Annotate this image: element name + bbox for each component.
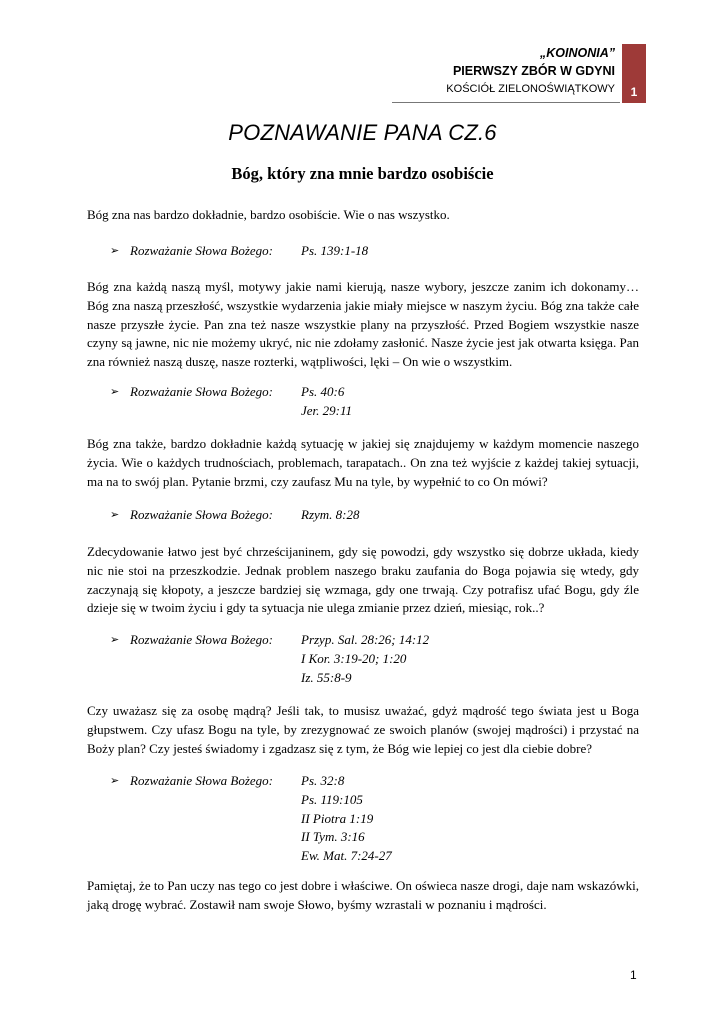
arrow-bullet-icon: ➢	[110, 775, 120, 787]
reference-verses	[301, 631, 429, 687]
verse: II Piotra 1:19	[301, 810, 374, 826]
paragraph: Czy uważasz się za osobę mądrą? Jeśli tak, to musisz uważać, gdyż mądrość tego świata jest u Boga głupstwem. Czy ufasz Bogu na tyle, by zrezygnować ze swoich planów (swojej mądrości) i przystać na Boży plan? Czy jesteś świadomy i zgadzasz się z tym, że Bóg wie lepiej co jest dla ciebie dobre?	[87, 703, 639, 756]
reference-verses	[301, 383, 352, 421]
document-header	[446, 44, 615, 98]
paragraph-intro: Bóg zna nas bardzo dokładnie, bardzo osobiście. Wie o nas wszystko.	[87, 207, 450, 222]
header-koinonia: „KOINONIA”	[540, 46, 615, 60]
verse: Ps. 139:1-18	[301, 243, 369, 258]
verse: Ps. 119:105	[301, 791, 363, 807]
page-title: POZNAWANIE PANA CZ.6	[228, 120, 497, 145]
paragraph: Bóg zna każdą naszą myśl, motywy jakie nami kierują, nasze wybory, jeszcze zanim ich dokonamy… Bóg zna naszą przeszłość, wszystkie wydarzenia jakie miały miejsce w naszym życiu. Bóg zna także całe nasze przyszłe życie. Pan zna też nasze wszystkie plany na przyszłość. Przed Bogiem wszystkie nasze czyny są jawne, nic nie możemy ukryć, nic nie zdołamy zasłonić. Nasze życie jest jak otwarta księga. Pan zna również naszą duszę, nasze rozterki, wątpliwości, lęki – On wie o wszystkim.	[87, 279, 639, 370]
paragraph: Pamiętaj, że to Pan uczy nas tego co jest dobre i właściwe. On oświeca nasze drogi, daje nam wskazówki, jaką drogę wybrać. Zostawił nam swoje Słowo, byśmy wzrastali w poznaniu i mądrości.	[87, 878, 639, 912]
reference-label: Rozważanie Słowa Bożego:	[130, 507, 273, 522]
verse: Jer. 29:11	[301, 402, 353, 418]
page-number: 1	[630, 968, 637, 982]
reference-label: Rozważanie Słowa Bożego:	[130, 632, 273, 647]
paragraph: Bóg zna także, bardzo dokładnie każdą sytuację w jakiej się znajdujemy w każdym momencie naszego życia. Wie o każdych trudnościach, problemach, tarapatach.. On zna też wyjście z każdej takiej sytuacji, ma na to swój plan. Pytanie brzmi, czy zaufasz Mu na tyle, by wypełnić to co On mówi?	[87, 436, 639, 489]
reference-label: Rozważanie Słowa Bożego:	[130, 384, 273, 399]
paragraph: Zdecydowanie łatwo jest być chrześcijaninem, gdy się powodzi, gdy wszystko się dobrze układa, kiedy nic nie stoi na przeszkodzie. Jednak problem naszego braku zaufania do Boga pojawia się wtedy, gdy zaczynają się kłopoty, a jeszcze bardziej się wzmaga, gdy one trwają. Czy potrafisz ufać Bogu, gdy źle dzieje się w twoim życiu i gdy ta sytuacja nie ulega zmianie przez dzień, miesiąc, rok..?	[87, 544, 639, 616]
page-tab-number: 1	[630, 85, 638, 99]
arrow-bullet-icon: ➢	[110, 634, 120, 646]
verse: Ps. 32:8	[301, 773, 345, 788]
page-tab	[622, 44, 646, 103]
reference-verses	[301, 242, 368, 261]
verse: I Kor. 3:19-20; 1:20	[301, 650, 407, 666]
verse: Iz. 55:8-9	[301, 669, 352, 685]
reference-label: Rozważanie Słowa Bożego:	[130, 243, 273, 258]
reference-label: Rozważanie Słowa Bożego:	[130, 773, 273, 788]
reference-verses	[301, 772, 392, 866]
verse: Ps. 40:6	[301, 384, 345, 399]
arrow-bullet-icon: ➢	[110, 509, 120, 521]
verse: Przyp. Sal. 28:26; 14:12	[301, 632, 430, 647]
header-denomination: KOŚCIÓŁ ZIELONOŚWIĄTKOWY	[446, 83, 615, 95]
reference-verses	[301, 506, 360, 525]
header-divider	[392, 102, 620, 103]
verse: Rzym. 8:28	[301, 507, 360, 522]
verse: Ew. Mat. 7:24-27	[301, 848, 392, 864]
page-subtitle: Bóg, który zna mnie bardzo osobiście	[231, 164, 494, 183]
verse: II Tym. 3:16	[301, 829, 365, 845]
arrow-bullet-icon: ➢	[110, 245, 120, 257]
arrow-bullet-icon: ➢	[110, 386, 120, 398]
header-church-name: PIERWSZY ZBÓR W GDYNI	[452, 64, 615, 78]
